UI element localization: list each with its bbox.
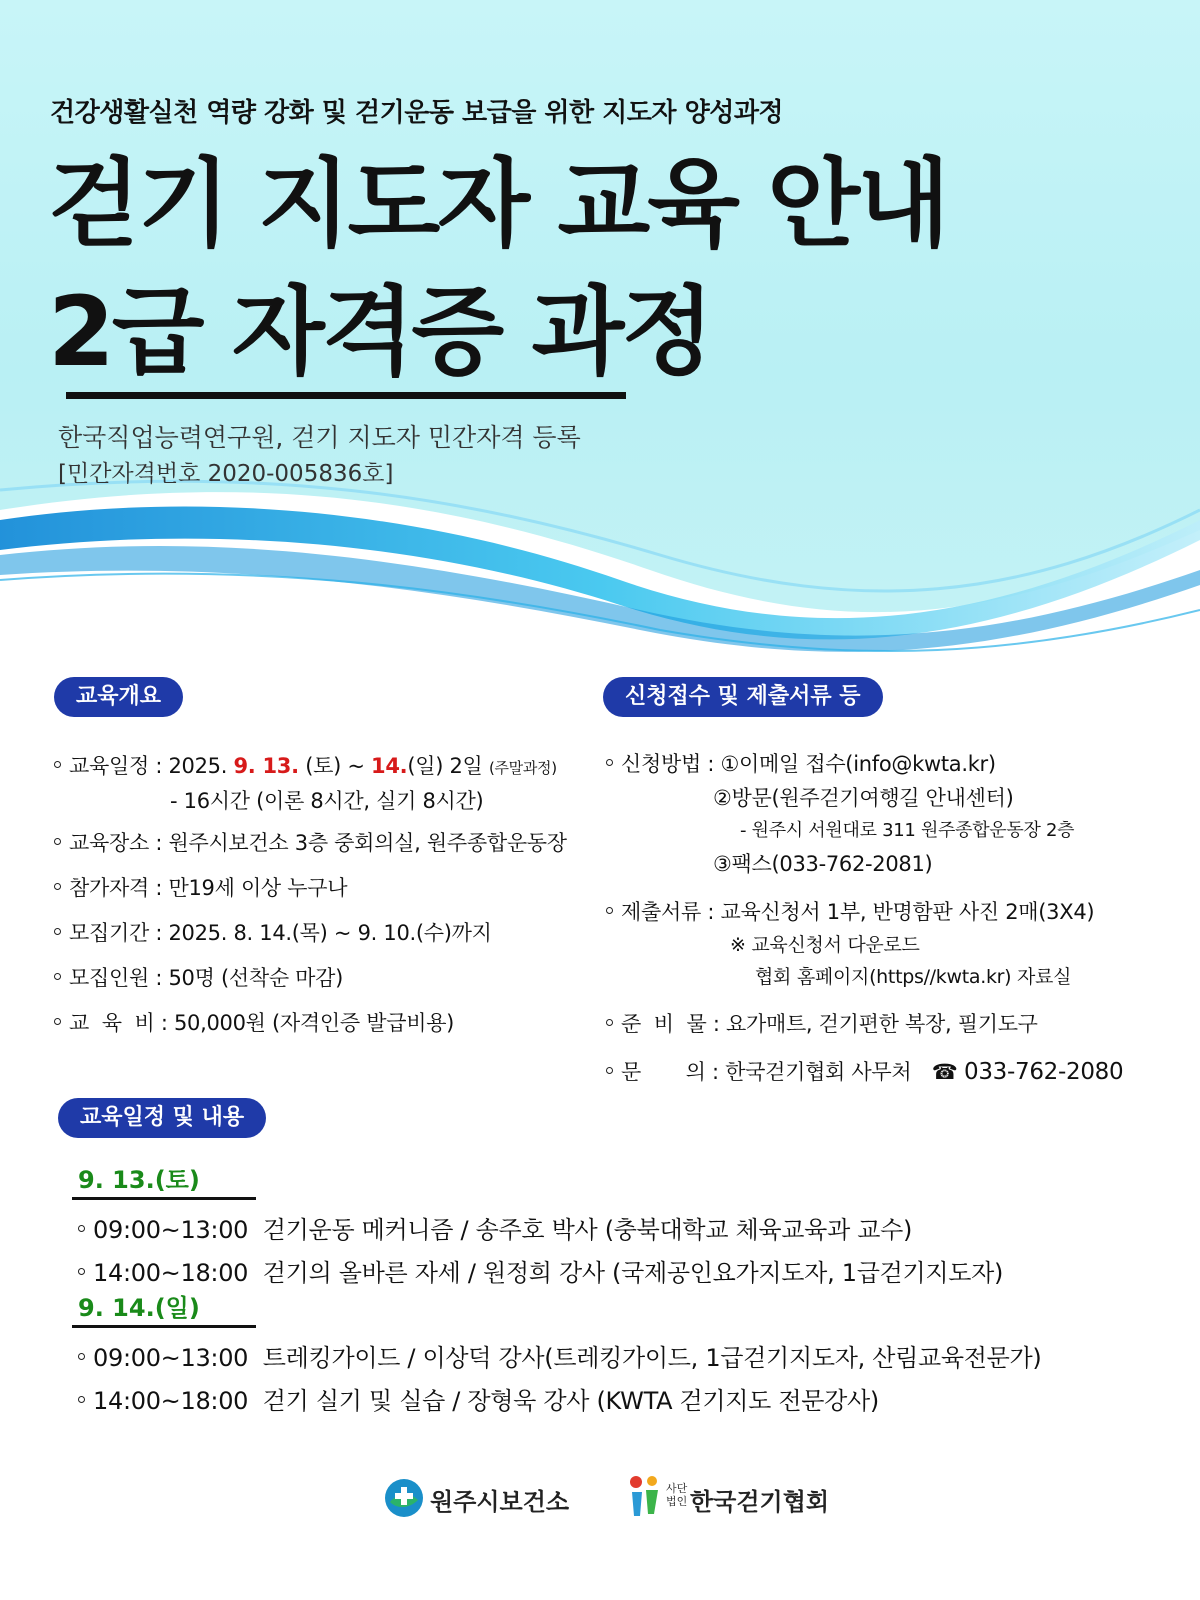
overview-schedule: 교육일정 : 2025. 9. 13. (토) ~ 14.(일) 2일 (주말과정) xyxy=(54,750,557,780)
day-1-underline xyxy=(72,1197,256,1200)
schedule-session: 09:00~13:00 트레킹가이드 / 이상덕 강사(트레킹가이드, 1급걷기지도자, 산림교육전문가) xyxy=(78,1338,1042,1373)
header-subtitle: 건강생활실천 역량 강화 및 걷기운동 보급을 위한 지도자 양성과정 xyxy=(50,98,784,128)
application-homepage: 협회 홈페이지(https//kwta.kr) 자료실 xyxy=(755,966,1072,988)
schedule-session: 14:00~18:00 걷기의 올바른 자세 / 원정희 강사 (국제공인요가지도자, 1급걷기지도자) xyxy=(78,1253,1003,1288)
page-title xyxy=(48,140,947,396)
day-2-date: 9. 14.(일) xyxy=(78,1294,200,1322)
bullet-icon xyxy=(606,759,613,766)
bullet-icon xyxy=(606,1067,613,1074)
overview-heading: 교육개요 xyxy=(54,677,183,717)
application-method: 신청방법 : ①이메일 접수(info@kwta.kr) xyxy=(606,748,996,778)
bullet-icon xyxy=(78,1225,85,1232)
application-heading: 신청접수 및 제출서류 등 xyxy=(603,677,883,717)
title-line-1: 걷기 지도자 교육 안내 xyxy=(48,148,947,260)
application-supplies: 준 비 물 : 요가매트, 걷기편한 복장, 필기도구 xyxy=(606,1008,1038,1038)
bullet-icon xyxy=(54,928,61,935)
overview-hours: - 16시간 (이론 8시간, 실기 8시간) xyxy=(170,789,484,813)
registration-number: [민간자격번호 2020-005836호] xyxy=(58,461,394,487)
overview-eligibility: 참가자격 : 만19세 이상 누구나 xyxy=(54,872,347,902)
bullet-icon xyxy=(78,1396,85,1403)
bullet-icon xyxy=(54,883,61,890)
application-contact: 문 의 : 한국걷기협회 사무처 ☎ 033-762-2080 xyxy=(606,1056,1123,1086)
overview-place: 교육장소 : 원주시보건소 3층 중회의실, 원주종합운동장 xyxy=(54,827,567,857)
title-underline xyxy=(66,392,626,399)
bullet-icon xyxy=(54,838,61,845)
schedule-session: 09:00~13:00 걷기운동 메커니즘 / 송주호 박사 (충북대학교 체육교육과 교수) xyxy=(78,1210,912,1245)
phone-icon: ☎ xyxy=(931,1060,958,1084)
bullet-icon xyxy=(78,1353,85,1360)
contact-phone: 033-762-2080 xyxy=(964,1059,1124,1085)
registration-text: 한국직업능력연구원, 걷기 지도자 민간자격 등록 xyxy=(58,423,581,452)
bullet-icon xyxy=(606,1019,613,1026)
application-address: - 원주시 서원대로 311 원주종합운동장 2층 xyxy=(740,820,1075,841)
health-center-logo-icon xyxy=(384,1478,424,1518)
day-2-underline xyxy=(72,1325,256,1328)
bullet-icon xyxy=(54,973,61,980)
health-center-logo-text: 원주시보건소 xyxy=(430,1488,570,1516)
overview-fee: 교 육 비 : 50,000원 (자격인증 발급비용) xyxy=(54,1007,454,1037)
bullet-icon xyxy=(54,1018,61,1025)
application-fax: ③팩스(033-762-2081) xyxy=(713,852,933,876)
title-line-2: 2급 자격증 과정 xyxy=(48,276,712,388)
walking-association-logo-text: 한국걷기협회 xyxy=(690,1488,830,1516)
bullet-icon xyxy=(78,1268,85,1275)
wave-decoration xyxy=(0,470,1200,670)
day-1-date: 9. 13.(토) xyxy=(78,1166,200,1194)
bullet-icon xyxy=(54,761,61,768)
overview-capacity: 모집인원 : 50명 (선착순 마감) xyxy=(54,962,343,992)
application-documents: 제출서류 : 교육신청서 1부, 반명함판 사진 2매(3X4) xyxy=(606,896,1094,926)
application-download: ※ 교육신청서 다운로드 xyxy=(730,934,920,956)
overview-period: 모집기간 : 2025. 8. 14.(목) ~ 9. 10.(수)까지 xyxy=(54,917,492,947)
schedule-session: 14:00~18:00 걷기 실기 및 실습 / 장형욱 강사 (KWTA 걷기지도 전문강사) xyxy=(78,1381,879,1416)
association-type-label: 사단 법인 xyxy=(666,1482,688,1508)
bullet-icon xyxy=(606,907,613,914)
application-visit: ②방문(원주걷기여행길 안내센터) xyxy=(713,786,1014,810)
walking-association-logo-icon xyxy=(628,1474,662,1520)
schedule-heading: 교육일정 및 내용 xyxy=(58,1098,266,1138)
